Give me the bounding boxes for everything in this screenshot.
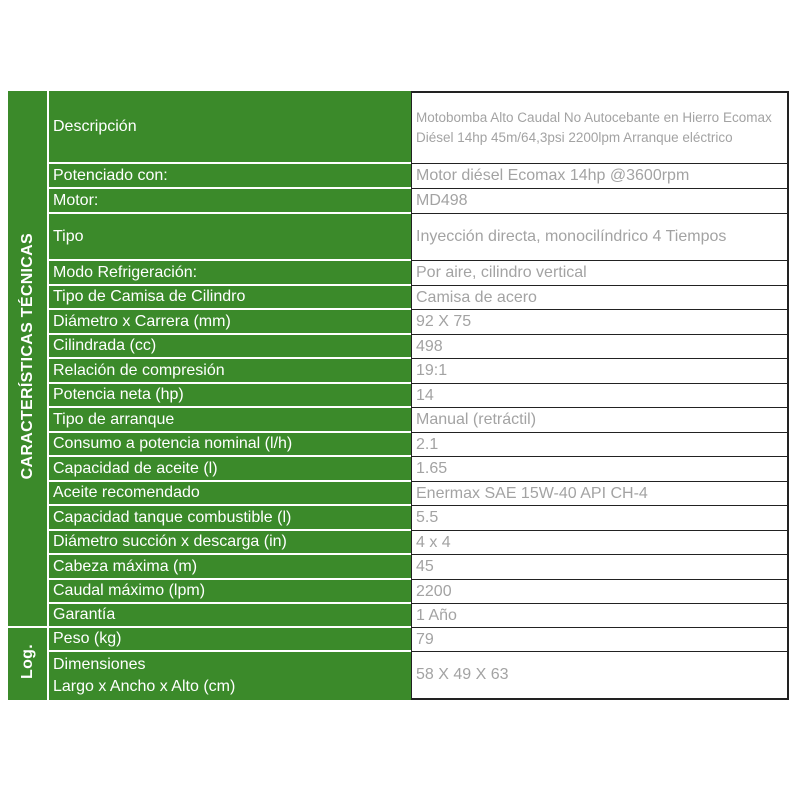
spec-value: 2.1: [411, 433, 789, 457]
group-logistica: [8, 628, 47, 700]
spec-row-descripcion: [8, 91, 789, 164]
spec-label: Consumo a potencia nominal (l/h): [49, 433, 411, 457]
spec-label: Diámetro succión x descarga (in): [49, 531, 411, 555]
spec-label: Motor:: [49, 189, 411, 214]
spec-row: [8, 580, 789, 604]
spec-label: Diámetro x Carrera (mm): [49, 310, 411, 335]
spec-row: [8, 261, 789, 286]
spec-label: Capacidad tanque combustible (l): [49, 506, 411, 531]
logistics-row: [8, 628, 789, 652]
spec-label: Tipo de arranque: [49, 408, 411, 433]
spec-value: 14: [411, 384, 789, 408]
spec-row: [8, 555, 789, 580]
spec-label: Caudal máximo (lpm): [49, 580, 411, 604]
spec-value: 45: [411, 555, 789, 580]
spec-label: Cabeza máxima (m): [49, 555, 411, 580]
dimensions-label-line2: Largo x Ancho x Alto (cm): [53, 678, 236, 695]
spec-row: [8, 506, 789, 531]
spec-value: 92 X 75: [411, 310, 789, 335]
spec-table: [8, 91, 789, 700]
spec-value: Manual (retráctil): [411, 408, 789, 433]
spec-label: Descripción: [49, 91, 411, 164]
spec-value: 1 Año: [411, 604, 789, 628]
spec-label: Cilindrada (cc): [49, 335, 411, 359]
logistics-row: [8, 652, 789, 700]
spec-row: [8, 214, 789, 261]
spec-row: [8, 189, 789, 214]
spec-label: Garantía: [49, 604, 411, 628]
spec-label: Potenciado con:: [49, 164, 411, 189]
spec-value: Enermax SAE 15W-40 API CH-4: [411, 482, 789, 506]
spec-row: [8, 408, 789, 433]
spec-label: Relación de compresión: [49, 359, 411, 384]
spec-row: [8, 433, 789, 457]
spec-value: Por aire, cilindro vertical: [411, 261, 789, 286]
spec-row: [8, 457, 789, 482]
spec-row: [8, 482, 789, 506]
spec-value: Motobomba Alto Caudal No Autocebante en Hierro Ecomax Diésel 14hp 45m/64,3psi 2200lpm Arranque eléctrico: [411, 91, 789, 164]
spec-value: Motor diésel Ecomax 14hp @3600rpm: [411, 164, 789, 189]
spec-value: 19:1: [411, 359, 789, 384]
logistics-label: [49, 652, 411, 700]
spec-row: [8, 286, 789, 310]
spec-row: [8, 359, 789, 384]
spec-row: [8, 164, 789, 189]
spec-row: [8, 384, 789, 408]
spec-row: [8, 531, 789, 555]
spec-value: Inyección directa, monocilíndrico 4 Tiempos: [411, 214, 789, 261]
spec-row: [8, 310, 789, 335]
spec-row: [8, 604, 789, 628]
spec-value: 4 x 4: [411, 531, 789, 555]
group-caracteristicas: [8, 91, 47, 628]
spec-label: Tipo de Camisa de Cilindro: [49, 286, 411, 310]
spec-value: 5.5: [411, 506, 789, 531]
spec-label: Tipo: [49, 214, 411, 261]
spec-label: Potencia neta (hp): [49, 384, 411, 408]
spec-value: 2200: [411, 580, 789, 604]
spec-label: Capacidad de aceite (l): [49, 457, 411, 482]
logistics-value: 79: [411, 628, 789, 652]
spec-value: Camisa de acero: [411, 286, 789, 310]
dimensions-label-line1: Dimensiones: [53, 656, 146, 673]
spec-label: Modo Refrigeración:: [49, 261, 411, 286]
group-caracteristicas-label: CARACTERÍSTICAS TÉCNICAS: [18, 232, 36, 480]
logistics-value: 58 X 49 X 63: [411, 652, 789, 700]
spec-value: 1.65: [411, 457, 789, 482]
spec-label: Aceite recomendado: [49, 482, 411, 506]
spec-row: [8, 335, 789, 359]
logistics-label: Peso (kg): [49, 628, 411, 652]
spec-value: MD498: [411, 189, 789, 214]
spec-value: 498: [411, 335, 789, 359]
group-logistica-label: Log.: [18, 644, 36, 679]
